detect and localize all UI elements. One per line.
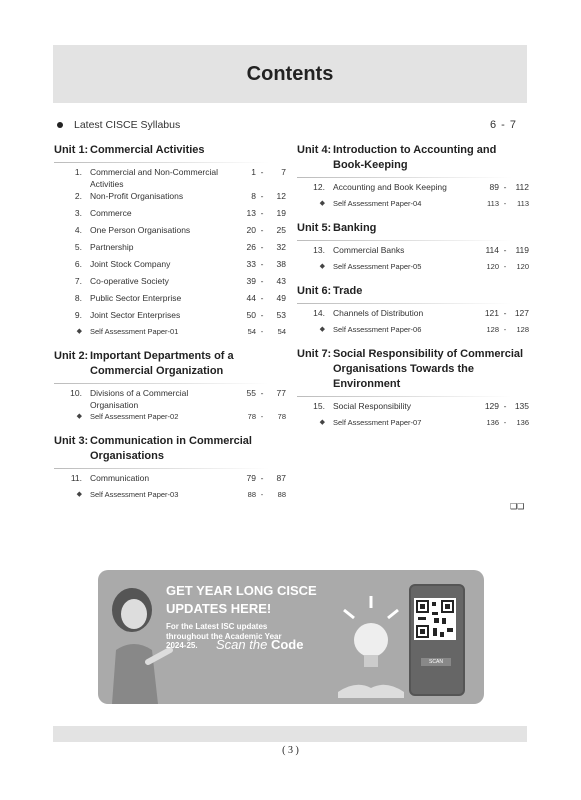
chapter-number: 3. [74, 208, 82, 218]
page-dash: - [260, 412, 264, 421]
start-page: 44 [246, 293, 256, 303]
end-page: 88 [277, 490, 286, 499]
start-page: 120 [486, 262, 499, 271]
chapter-title: Public Sector Enterprise [90, 293, 182, 303]
page-dash: - [260, 191, 264, 201]
unit-title: Trade [333, 285, 363, 297]
start-page: 128 [486, 325, 499, 334]
diamond-icon: ◆ [319, 200, 325, 207]
bullet-icon [57, 122, 63, 128]
page-dash: - [260, 310, 264, 320]
page-dash: - [260, 293, 264, 303]
chapter-number: 14. [313, 308, 325, 318]
chapter-number: 1. [74, 167, 82, 177]
chapter-item[interactable] [54, 292, 286, 309]
unit-title: Communication in Commercial Organisations [90, 435, 252, 462]
unit-title: Introduction to Accounting and Book-Keeping [333, 144, 497, 171]
chapter-number: 11. [70, 473, 82, 483]
unit-heading[interactable] [297, 221, 529, 242]
end-page: 77 [276, 388, 286, 398]
end-page: 25 [276, 225, 286, 235]
start-page: 13 [246, 208, 256, 218]
start-page: 121 [484, 308, 499, 318]
scan-code-word: Code [270, 637, 304, 652]
diamond-icon: ◆ [319, 419, 325, 426]
chapter-item[interactable] [297, 400, 529, 417]
page-dash: - [260, 242, 264, 252]
end-page: 32 [276, 242, 286, 252]
left-column [54, 143, 286, 512]
chapter-item[interactable] [54, 387, 286, 411]
self-assessment-item[interactable] [297, 324, 529, 341]
chapter-item[interactable] [54, 224, 286, 241]
girl-illustration-icon [98, 580, 173, 704]
chapter-item[interactable] [297, 307, 529, 324]
end-page: 112 [515, 182, 529, 192]
chapter-item[interactable] [54, 472, 286, 489]
page-dash: - [260, 208, 264, 218]
qr-code-icon[interactable] [414, 598, 456, 640]
page-dash: - [503, 245, 507, 255]
self-assessment-item[interactable] [297, 261, 529, 278]
chapter-item[interactable] [54, 275, 286, 292]
unit-number: Unit 6: [297, 285, 332, 297]
unit-title: Social Responsibility of Commercial Organisations Towards the Environment [333, 348, 524, 390]
chapter-number: 4. [74, 225, 82, 235]
self-assessment-item[interactable] [297, 417, 529, 434]
promo-banner[interactable] [98, 570, 484, 704]
unit-number: Unit 7: [297, 348, 332, 360]
start-page: 129 [484, 401, 499, 411]
chapter-title: Social Responsibility [333, 401, 411, 411]
end-page: 54 [277, 327, 286, 336]
chapter-item[interactable] [54, 241, 286, 258]
unit-number: Unit 3: [54, 435, 89, 447]
unit-heading[interactable] [297, 347, 529, 398]
start-page: 113 [487, 199, 499, 208]
chapter-title: Accounting and Book Keeping [333, 182, 447, 192]
chapter-title: Self Assessment Paper-02 [90, 412, 179, 421]
end-page: 128 [516, 325, 529, 334]
start-page: 79 [246, 473, 256, 483]
page-dash: - [260, 225, 264, 235]
start-page: 78 [247, 412, 256, 421]
start-page: 33 [246, 259, 256, 269]
end-page: 53 [276, 310, 286, 320]
chapter-title: Self Assessment Paper-01 [90, 327, 179, 336]
page-dash: - [503, 199, 507, 208]
chapter-number: 9. [74, 310, 82, 320]
start-page: 88 [247, 490, 256, 499]
page-dash: - [503, 325, 507, 334]
chapter-title: Commercial and Non-Commercial Activities [90, 167, 219, 189]
chapter-title: Partnership [90, 242, 134, 252]
chapter-item[interactable] [297, 244, 529, 261]
chapter-title: Communication [90, 473, 150, 483]
chapter-number: 6. [74, 259, 82, 269]
page-dash: - [260, 490, 264, 499]
chapter-title: Divisions of a Commercial Organisation [90, 388, 189, 410]
diamond-icon: ◆ [76, 491, 82, 498]
end-page: 120 [516, 262, 529, 271]
page-dash: - [260, 388, 264, 398]
end-page: 19 [276, 208, 286, 218]
chapter-title: Commercial Banks [333, 245, 405, 255]
chapter-number: 10. [70, 388, 82, 398]
start-page: 26 [246, 242, 256, 252]
end-page: 78 [277, 412, 286, 421]
unit-title: Commercial Activities [90, 144, 205, 156]
chapter-number: 15. [313, 401, 325, 411]
lightbulb-book-icon [336, 592, 406, 700]
unit-heading[interactable] [54, 143, 286, 164]
end-page: 127 [514, 308, 529, 318]
scan-button[interactable]: SCAN [421, 658, 451, 666]
footer-bar [53, 726, 527, 742]
chapter-title: Non-Profit Organisations [90, 191, 184, 201]
unit-spacer [54, 506, 286, 512]
scan-prefix: Scan the [216, 637, 271, 652]
chapter-title: Self Assessment Paper-05 [333, 262, 422, 271]
start-page: 114 [485, 245, 499, 255]
start-page: 39 [246, 276, 256, 286]
chapter-title: Self Assessment Paper-06 [333, 325, 422, 334]
chapter-title: Commerce [90, 208, 132, 218]
diamond-icon: ◆ [76, 328, 82, 335]
chapter-number: 7. [74, 276, 82, 286]
contents-header [53, 45, 527, 103]
start-page: 20 [246, 225, 256, 235]
end-page: 135 [514, 401, 529, 411]
unit-heading[interactable] [54, 434, 286, 470]
end-page: 49 [276, 293, 286, 303]
chapter-item[interactable] [54, 190, 286, 207]
page-dash: - [260, 327, 264, 336]
decorative-squares-icon: ❑❑ [510, 502, 525, 511]
chapter-number: 12. [313, 182, 325, 192]
chapter-title: Self Assessment Paper-03 [90, 490, 179, 499]
self-assessment-item[interactable] [54, 326, 286, 343]
start-page: 1 [251, 167, 256, 177]
chapter-number: 13. [313, 245, 325, 255]
chapter-title: Channels of Distribution [333, 308, 424, 318]
page-dash: - [503, 262, 507, 271]
unit-title: Important Departments of a Commercial Organization [90, 350, 234, 377]
page-dash: - [503, 418, 507, 427]
chapter-title: Joint Stock Company [90, 259, 171, 269]
syllabus-row[interactable] [57, 119, 517, 131]
start-page: 8 [251, 191, 256, 201]
page-dash: - [260, 167, 264, 177]
chapter-title: One Person Organisations [90, 225, 191, 235]
page-dash: - [503, 182, 507, 192]
end-page: 12 [276, 191, 286, 201]
diamond-icon: ◆ [319, 263, 325, 270]
end-page: 38 [276, 259, 286, 269]
unit-heading[interactable] [297, 284, 529, 305]
page-dash: - [260, 259, 264, 269]
page-dash: - [503, 308, 507, 318]
start-page: 54 [247, 327, 256, 336]
chapter-item[interactable] [54, 207, 286, 224]
chapter-title: Self Assessment Paper-04 [333, 199, 422, 208]
syllabus-label: Latest CISCE Syllabus [74, 119, 181, 131]
end-page: 113 [517, 199, 529, 208]
banner-heading [166, 582, 317, 618]
unit-number: Unit 1: [54, 144, 89, 156]
self-assessment-item[interactable] [54, 411, 286, 428]
start-page: 55 [246, 388, 256, 398]
chapter-number: 5. [74, 242, 82, 252]
unit-spacer [297, 434, 529, 440]
diamond-icon: ◆ [319, 326, 325, 333]
banner-subtext: For the Latest ISC updates throughout the Academic Year 2024-25. [166, 622, 282, 650]
page-dash: - [260, 276, 264, 286]
end-page: 136 [516, 418, 529, 427]
banner-heading-line1: GET YEAR LONG CISCE [166, 583, 317, 598]
chapter-item[interactable] [297, 181, 529, 198]
unit-title: Banking [333, 222, 377, 234]
unit-heading[interactable] [297, 143, 529, 179]
end-page: 87 [276, 473, 286, 483]
chapter-title: Co-operative Society [90, 276, 169, 286]
self-assessment-item[interactable] [54, 489, 286, 506]
page-dash: - [503, 401, 507, 411]
chapter-number: 8. [74, 293, 82, 303]
end-page: 7 [281, 167, 286, 177]
chapter-title: Joint Sector Enterprises [90, 310, 181, 320]
self-assessment-item[interactable] [297, 198, 529, 215]
syllabus-pages: 6 - 7 [489, 119, 517, 131]
end-page: 43 [276, 276, 286, 286]
start-page: 89 [489, 182, 499, 192]
page-dash: - [260, 473, 264, 483]
page-title: Contents [246, 62, 334, 85]
start-page: 50 [246, 310, 256, 320]
unit-number: Unit 4: [297, 144, 332, 156]
chapter-title: Self Assessment Paper-07 [333, 418, 422, 427]
scan-the-code-text [216, 637, 303, 652]
unit-number: Unit 2: [54, 350, 89, 362]
unit-heading[interactable] [54, 349, 286, 385]
diamond-icon: ◆ [76, 413, 82, 420]
page-number: ( 3 ) [282, 745, 299, 756]
unit-number: Unit 5: [297, 222, 332, 234]
right-column [297, 143, 529, 440]
chapter-number: 2. [74, 191, 82, 201]
end-page: 119 [515, 245, 529, 255]
banner-heading-line2: UPDATES HERE! [166, 601, 272, 616]
start-page: 136 [486, 418, 499, 427]
chapter-item[interactable] [54, 309, 286, 326]
chapter-item[interactable] [54, 258, 286, 275]
chapter-item[interactable] [54, 166, 286, 190]
